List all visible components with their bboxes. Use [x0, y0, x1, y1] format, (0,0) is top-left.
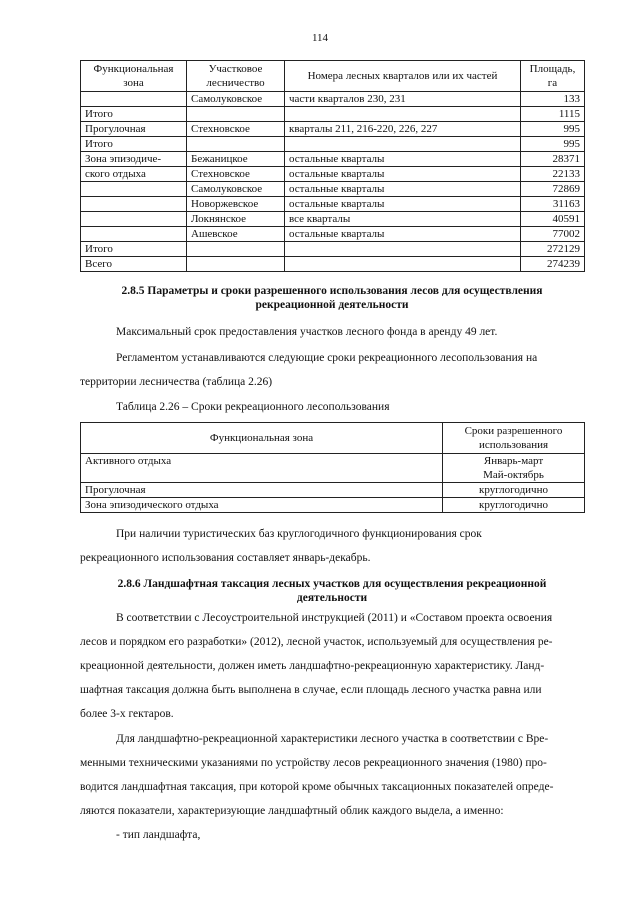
zone-cell: Зона эпизодического отдыха	[81, 498, 443, 513]
forestry-cell: Бежаницкое	[187, 152, 285, 167]
header-function-zone: Функциональная зона	[81, 423, 443, 454]
quarters-cell: остальные кварталы	[285, 167, 521, 182]
section-2-8-6-heading	[80, 577, 584, 605]
forestry-cell	[187, 107, 285, 122]
table-row	[81, 257, 585, 272]
table-row	[81, 498, 585, 513]
forestry-cell	[187, 137, 285, 152]
area-cell: 40591	[521, 212, 585, 227]
heading-line: 2.8.6 Ландшафтная таксация лесных участков для осуществления рекреационной	[117, 578, 547, 590]
header-zone: Функциональная зона	[81, 61, 187, 92]
table-row	[81, 107, 585, 122]
area-cell: 133	[521, 92, 585, 107]
zones-table	[80, 60, 585, 272]
term-cell: круглогодично	[443, 498, 585, 513]
forestry-cell: Самолуковское	[187, 92, 285, 107]
quarters-cell: части кварталов 230, 231	[285, 92, 521, 107]
quarters-cell	[285, 107, 521, 122]
quarters-cell	[285, 257, 521, 272]
forestry-cell: Стехновское	[187, 167, 285, 182]
term-cell: круглогодично	[443, 483, 585, 498]
landscape-paragraph-1: В соответствии с Лесоустроительной инструкцией (2011) и «Составом проекта освоения лесов и порядком его разработки» (2012), лесной участок, используемый для осуществления ре- креационной деятельности, должен иметь ландшафтно-рекреационную характеристику. Ланд- шафтная таксация должна быть выполнена в случае, если площадь лесного участка равна или более 3-х гектаров.	[80, 612, 553, 720]
quarters-cell: остальные кварталы	[285, 182, 521, 197]
section-2-8-5-heading	[80, 284, 584, 312]
table-row	[81, 92, 585, 107]
zone-cell: Зона эпизодиче-	[81, 152, 187, 167]
quarters-cell: остальные кварталы	[285, 227, 521, 242]
quarters-cell: остальные кварталы	[285, 197, 521, 212]
table-row	[81, 212, 585, 227]
table-row	[81, 454, 585, 483]
area-cell: 72869	[521, 182, 585, 197]
zone-cell	[81, 227, 187, 242]
table-row	[81, 152, 585, 167]
heading-line: деятельности	[296, 592, 368, 604]
quarters-cell: все кварталы	[285, 212, 521, 227]
forestry-cell: Стехновское	[187, 122, 285, 137]
zone-cell: Всего	[81, 257, 187, 272]
quarters-cell	[285, 242, 521, 257]
term-cell: Январь-март Май-октябрь	[443, 454, 585, 483]
quarters-cell: остальные кварталы	[285, 152, 521, 167]
table-row	[81, 122, 585, 137]
zone-cell: ского отдыха	[81, 167, 187, 182]
lease-term-paragraph: Максимальный срок предоставления участков лесного фонда в аренду 49 лет.	[116, 326, 498, 338]
table-row	[81, 137, 585, 152]
table-2-26-caption: Таблица 2.26 – Сроки рекреационного лесопользования	[116, 401, 390, 413]
header-permitted-terms: Сроки разрешенного использования	[443, 423, 585, 454]
zone-cell: Прогулочная	[81, 122, 187, 137]
area-cell: 31163	[521, 197, 585, 212]
heading-line: рекреационной деятельности	[255, 299, 409, 311]
zone-cell: Прогулочная	[81, 483, 443, 498]
forestry-cell	[187, 257, 285, 272]
zone-cell: Активного отдыха	[81, 454, 443, 483]
area-cell: 1115	[521, 107, 585, 122]
area-cell: 77002	[521, 227, 585, 242]
bullet-item: - тип ландшафта,	[116, 829, 201, 841]
header-quarters: Номера лесных кварталов или их частей	[285, 61, 521, 92]
area-cell: 995	[521, 122, 585, 137]
header-forestry: Участковое лесничество	[187, 61, 285, 92]
tourist-bases-paragraph: При наличии туристических баз круглогодичного функционирования срок рекреационного использования составляет январь-декабрь.	[80, 528, 482, 564]
regulation-paragraph: Регламентом устанавливаются следующие сроки рекреационного лесопользования на территории лесничества (таблица 2.26)	[80, 352, 538, 388]
zone-cell	[81, 182, 187, 197]
heading-line: 2.8.5 Параметры и сроки разрешенного использования лесов для осуществления	[121, 285, 543, 297]
table-row	[81, 483, 585, 498]
area-cell: 28371	[521, 152, 585, 167]
forestry-cell: Локнянское	[187, 212, 285, 227]
forestry-cell: Новоржевское	[187, 197, 285, 212]
terms-table	[80, 422, 585, 513]
table-row	[81, 197, 585, 212]
zone-cell: Итого	[81, 242, 187, 257]
forestry-cell: Самолуковское	[187, 182, 285, 197]
area-cell: 995	[521, 137, 585, 152]
zone-cell	[81, 212, 187, 227]
zone-cell: Итого	[81, 107, 187, 122]
quarters-cell	[285, 137, 521, 152]
area-cell: 272129	[521, 242, 585, 257]
zones-table-header	[81, 61, 585, 92]
zone-cell: Итого	[81, 137, 187, 152]
header-area: Площадь, га	[521, 61, 585, 92]
forestry-cell	[187, 242, 285, 257]
landscape-paragraph-2: Для ландшафтно-рекреационной характеристики лесного участка в соответствии с Вре- менными техническими указаниями по устройству лесов рекреационного значения (1980) про- водится ландшафтная таксация, при которой кроме обычных таксационных показателей опреде- ляются показатели, характеризующие ландшафтный облик каждого выдела, а именно: - тип ландшафта,	[80, 733, 554, 841]
table-row	[81, 242, 585, 257]
zone-cell	[81, 197, 187, 212]
terms-table-header	[81, 423, 585, 454]
quarters-cell: кварталы 211, 216-220, 226, 227	[285, 122, 521, 137]
area-cell: 22133	[521, 167, 585, 182]
table-row	[81, 227, 585, 242]
table-row	[81, 167, 585, 182]
zone-cell	[81, 92, 187, 107]
page-number: 114	[311, 32, 329, 44]
table-row	[81, 182, 585, 197]
forestry-cell: Ашевское	[187, 227, 285, 242]
area-cell: 274239	[521, 257, 585, 272]
